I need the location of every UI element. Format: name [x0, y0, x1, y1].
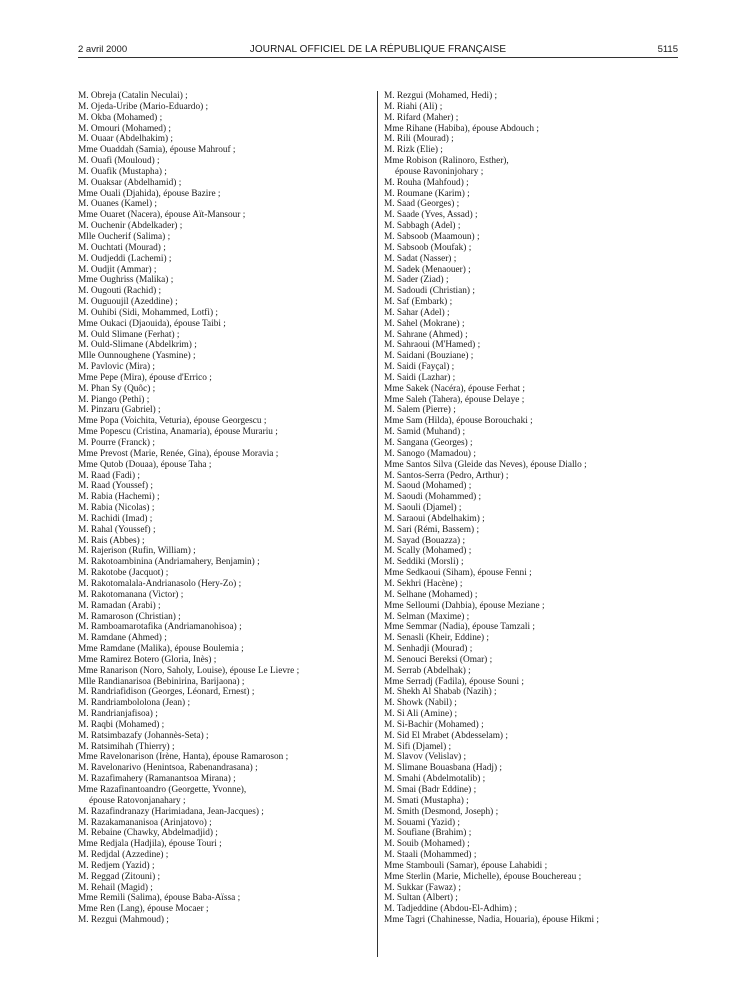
name-entry: M. Ouchtati (Mourad) ;: [78, 242, 166, 253]
name-entry: M. Seddiki (Morsli) ;: [384, 557, 464, 568]
name-entry: M. Rezgui (Mahmoud) ;: [78, 915, 169, 926]
name-entry: M. Razafindranazy (Harimiadana, Jean-Jacques) ;: [78, 806, 264, 817]
name-entry: M. Rakotomalala-Andrianasolo (Hery-Zo) ;: [78, 578, 242, 589]
name-entry: Mme Oukaci (Djaouida), épouse Taibi ;: [78, 318, 226, 329]
name-entry: M. Selhane (Mohamed) ;: [384, 589, 478, 600]
name-entry: Mme Ramirez Botero (Gloria, Inès) ;: [78, 654, 217, 665]
name-entry: M. Rakotobe (Jacquot) ;: [78, 568, 169, 579]
name-entry: M. Ramboamarotafika (Andriamanohisoa) ;: [78, 622, 242, 633]
name-entry: M. Ouaksar (Abdelhamid) ;: [78, 177, 182, 188]
name-entry: M. Santos-Serra (Pedro, Arthur) ;: [384, 470, 509, 481]
name-entry: Mme Santos Silva (Gleide das Neves), épouse Diallo ;: [384, 459, 587, 470]
name-entry: M. Roumane (Karim) ;: [384, 188, 470, 199]
name-entry: M. Sultan (Albert) ;: [384, 893, 458, 904]
name-entry: M. Tadjeddine (Abdou-El-Adhim) ;: [384, 904, 517, 915]
name-entry: M. Ougouti (Rachid) ;: [78, 286, 162, 297]
name-entry: M. Obreja (Catalin Neculai) ;: [78, 91, 188, 101]
name-entry: Mme Remili (Salima), épouse Baba-Aïssa ;: [78, 893, 241, 904]
name-entry: M. Raad (Fadi) ;: [78, 470, 140, 481]
name-entry: M. Sayad (Bouazza) ;: [384, 535, 466, 546]
name-entry: M. Sukkar (Fawaz) ;: [384, 882, 461, 893]
name-entry: Mme Saleh (Tahera), épouse Delaye ;: [384, 394, 525, 405]
name-entry: M. Ouaar (Abdelhakim) ;: [78, 134, 174, 145]
name-entry: Mme Popescu (Cristina, Anamaria), épouse Murariu ;: [78, 427, 278, 438]
name-entry: M. Randriafidison (Georges, Léonard, Ernest) ;: [78, 687, 255, 698]
journal-title: JOURNAL OFFICIEL DE LA RÉPUBLIQUE FRANÇAISE: [249, 44, 507, 55]
name-entry: M. Riahi (Ali) ;: [384, 101, 443, 112]
name-entry: M. Sadat (Nasser) ;: [384, 253, 457, 264]
name-entry: M. Saf (Embark) ;: [384, 297, 453, 308]
name-entry: Mme Selloumi (Dahbia), épouse Meziane ;: [384, 600, 545, 611]
name-entry: M. Sahel (Mokrane) ;: [384, 318, 465, 329]
name-entry: épouse Ratovonjanahary ;: [89, 795, 186, 806]
name-entry: M. Smai (Badr Eddine) ;: [384, 785, 477, 795]
name-entry: Mlle Oucherif (Salima) ;: [78, 231, 171, 242]
name-entry: M. Selman (Maxime) ;: [384, 611, 470, 622]
name-entry: M. Oudjit (Ammar) ;: [78, 264, 157, 275]
name-entry: M. Ould-Slimane (Abdelkrim) ;: [78, 340, 197, 351]
name-entry: M. Sadoudi (Christian) ;: [384, 286, 475, 297]
name-entry: M. Rebaine (Chawky, Abdelmadjid) ;: [78, 828, 218, 839]
name-entry: épouse Ravoninjohary ;: [395, 166, 484, 177]
name-entry: Mme Sakek (Nacéra), épouse Ferhat ;: [384, 383, 525, 394]
name-entry: M. Souami (Yazid) ;: [384, 817, 461, 828]
name-entry: M. Ramadan (Arabi) ;: [78, 600, 161, 611]
name-entry: M. Sahraoui (M'Hamed) ;: [384, 340, 481, 351]
name-entry: M. Ouhibi (Sidi, Mohammed, Lotfi) ;: [78, 307, 218, 318]
name-entry: M. Ouanes (Kamel) ;: [78, 199, 158, 210]
name-entry: Mlle Randianarisoa (Bebinirina, Barijaona) ;: [78, 676, 245, 687]
name-entry: M. Sahrane (Ahmed) ;: [384, 329, 468, 340]
name-entry: M. Smahi (Abdelmotalib) ;: [384, 774, 486, 785]
name-entry: M. Rakotomanana (Victor) ;: [78, 589, 184, 600]
name-entry: Mme Prevost (Marie, Renée, Gina), épouse Moravia ;: [78, 448, 279, 459]
name-entry: M. Sabsoob (Maamoun) ;: [384, 231, 480, 242]
right-column: [384, 91, 684, 926]
name-entry: Mme Sam (Hilda), épouse Borouchaki ;: [384, 416, 533, 427]
name-entry: M. Sabsoob (Moufak) ;: [384, 242, 472, 253]
name-entry: M. Ojeda-Uribe (Mario-Eduardo) ;: [78, 101, 209, 112]
name-entry: M. Rais (Abbes) ;: [78, 535, 145, 546]
name-entry: M. Rahal (Youssef) ;: [78, 524, 156, 535]
name-entry: Mme Ramdane (Malika), épouse Boulemia ;: [78, 644, 244, 655]
name-entry: M. Saade (Yves, Assad) ;: [384, 210, 478, 221]
name-entry: M. Raqbi (Mohamed) ;: [78, 719, 165, 730]
name-entry: M. Rabia (Hachemi) ;: [78, 492, 160, 503]
name-entry: M. Rouha (Mahfoud) ;: [384, 177, 469, 188]
name-entry: Mme Sedkaoui (Siham), épouse Fenni ;: [384, 568, 532, 579]
name-entry: M. Pourre (Franck) ;: [78, 438, 155, 448]
name-entry: M. Sahar (Adel) ;: [384, 307, 450, 318]
name-entry: M. Redjdal (Azzedine) ;: [78, 850, 169, 861]
name-entry: Mme Ravelonarison (Irène, Hanta), épouse Ramaroson ;: [78, 752, 289, 763]
name-entry: M. Ouafik (Mustapha) ;: [78, 166, 167, 177]
name-entry: Mme Ouaddah (Samia), épouse Mahrouf ;: [78, 145, 236, 156]
name-entry: M. Oudjeddi (Lachemi) ;: [78, 253, 172, 264]
name-entry: M. Sader (Ziad) ;: [384, 275, 449, 286]
name-entry: M. Saidi (Lazhar) ;: [384, 372, 456, 383]
name-entry: Mme Ouaret (Nacera), épouse Aït-Mansour ;: [78, 210, 246, 221]
left-column: [78, 91, 368, 926]
name-entry: M. Ramdane (Ahmed) ;: [78, 633, 167, 644]
name-entry: Mme Razafinantoandro (Georgette, Yvonne),: [78, 785, 247, 795]
name-entry: M. Senasli (Kheir, Eddine) ;: [384, 633, 489, 644]
name-entry: Mme Ren (Lang), épouse Mocaer ;: [78, 904, 209, 915]
name-entry: Mlle Ounnoughene (Yasmine) ;: [78, 351, 196, 362]
name-entry: M. Si Ali (Amine) ;: [384, 709, 458, 720]
name-entry: M. Rili (Mourad) ;: [384, 134, 454, 145]
name-entry: M. Ravelonarivo (Henintsoa, Rabenandrasana) ;: [78, 763, 258, 774]
name-entry: M. Saidi (Fayçal) ;: [384, 362, 455, 373]
name-entry: Mme Serradj (Fadila), épouse Souni ;: [384, 676, 524, 687]
name-entry: M. Omouri (Mohamed) ;: [78, 123, 171, 134]
name-entry: M. Serrab (Abdelhak) ;: [384, 665, 471, 676]
name-entry: Mme Oughriss (Malika) ;: [78, 275, 174, 286]
name-entry: M. Saraoui (Abdelhakim) ;: [384, 513, 485, 524]
name-entry: M. Ratsimbazafy (Johannès-Seta) ;: [78, 730, 209, 741]
name-entry: M. Saad (Georges) ;: [384, 199, 460, 210]
name-entry: M. Ramaroson (Christian) ;: [78, 611, 181, 622]
name-entry: M. Razakamananisoa (Arinjatovo) ;: [78, 817, 212, 828]
name-entry: M. Sangana (Georges) ;: [384, 438, 473, 448]
name-entry: M. Rehail (Magid) ;: [78, 882, 153, 893]
name-entry: M. Redjem (Yazid) ;: [78, 860, 155, 871]
name-entry: Mme Sterlin (Marie, Michelle), épouse Bouchereau ;: [384, 871, 582, 882]
name-entry: M. Samid (Muhand) ;: [384, 427, 466, 438]
name-entry: M. Rajerison (Rufin, William) ;: [78, 546, 196, 557]
name-entry: Mme Qutob (Douaa), épouse Taha ;: [78, 459, 212, 470]
name-entry: M. Phan Sy (Quôc) ;: [78, 383, 156, 394]
name-entry: M. Razafimahery (Ramanantsoa Mirana) ;: [78, 774, 236, 785]
name-entry: M. Ouguoujil (Azeddine) ;: [78, 297, 178, 308]
name-entry: M. Slavov (Velislav) ;: [384, 752, 467, 763]
name-entry: Mme Rihane (Habiba), épouse Abdouch ;: [384, 123, 539, 134]
name-entry: M. Si-Bachir (Mohamed) ;: [384, 719, 484, 730]
name-entry: M. Saoudi (Mohammed) ;: [384, 492, 482, 503]
name-entry: M. Sadek (Menaouer) ;: [384, 264, 471, 275]
name-entry: M. Salem (Pierre) ;: [384, 405, 456, 416]
name-entry: Mme Stambouli (Samar), épouse Lahabidi ;: [384, 860, 548, 871]
name-entry: Mme Pepe (Mira), épouse d'Errico ;: [78, 372, 212, 383]
name-entry: M. Rifard (Maher) ;: [384, 112, 459, 123]
name-entry: Mme Tagri (Chahinesse, Nadia, Houaria), épouse Hikmi ;: [384, 915, 600, 926]
name-entry: M. Senouci Bereksi (Omar) ;: [384, 654, 493, 665]
name-entry: M. Rabia (Nicolas) ;: [78, 503, 155, 514]
name-entry: M. Saidani (Bouziane) ;: [384, 351, 474, 362]
name-entry: M. Ratsimihah (Thierry) ;: [78, 741, 175, 752]
name-entry: M. Ould Slimane (Ferhat) ;: [78, 329, 180, 340]
name-entry: M. Saoud (Mohamed) ;: [384, 481, 472, 492]
name-entry: Mme Ouali (Djahida), épouse Bazire ;: [78, 188, 221, 199]
issue-date: 2 avril 2000: [78, 44, 128, 55]
name-entry: M. Rezgui (Mohamed, Hedi) ;: [384, 91, 498, 101]
name-entry: M. Randrianjafisoa) ;: [78, 709, 158, 720]
name-entry: M. Showk (Nabil) ;: [384, 698, 457, 709]
name-entry: M. Sanogo (Mamadou) ;: [384, 448, 476, 459]
name-entry: M. Okba (Mohamed) ;: [78, 112, 163, 123]
name-entry: M. Slimane Bouasbana (Hadj) ;: [384, 763, 502, 774]
name-entry: M. Raad (Youssef) ;: [78, 481, 153, 492]
name-entry: M. Soufiane (Brahim) ;: [384, 828, 472, 839]
name-entry: M. Souib (Mohamed) ;: [384, 839, 470, 850]
name-entry: M. Staali (Mohammed) ;: [384, 850, 477, 861]
name-entry: M. Ouafi (Mouloud) ;: [78, 156, 160, 167]
page-number: 5115: [657, 44, 678, 55]
name-entry: M. Rizk (Elie) ;: [384, 145, 443, 156]
column-divider: [377, 91, 378, 957]
name-entry: M. Senhadji (Mourad) ;: [384, 644, 473, 655]
name-entry: Mme Robison (Ralinoro, Esther),: [384, 156, 509, 167]
name-entry: Mme Popa (Voichita, Veturia), épouse Georgescu ;: [78, 416, 267, 427]
name-entry: M. Smati (Mustapha) ;: [384, 795, 469, 806]
name-entry: M. Randriambololona (Jean) ;: [78, 698, 191, 709]
name-entry: Mme Semmar (Nadia), épouse Tamzali ;: [384, 622, 535, 633]
name-entry: M. Rachidi (Imad) ;: [78, 513, 153, 524]
name-entry: M. Sabbagh (Adel) ;: [384, 221, 461, 232]
name-entry: Mme Redjala (Hadjila), épouse Touri ;: [78, 839, 222, 850]
name-entry: M. Scally (Mohamed) ;: [384, 546, 472, 557]
name-entry: M. Sifi (Djamel) ;: [384, 741, 452, 752]
header-rule: [78, 57, 678, 58]
name-entry: M. Sekhri (Hacène) ;: [384, 578, 463, 589]
name-entry: M. Rakotoambinina (Andriamahery, Benjamin) ;: [78, 557, 260, 568]
name-entry: M. Piango (Pethi) ;: [78, 394, 150, 405]
name-entry: Mme Ranarison (Noro, Saholy, Louise), épouse Le Lievre ;: [78, 665, 300, 676]
name-entry: M. Pavlovic (Mira) ;: [78, 362, 155, 373]
name-entry: M. Reggad (Zitouni) ;: [78, 871, 161, 882]
name-entry: M. Sari (Rémi, Bassem) ;: [384, 524, 480, 535]
name-entry: M. Saouli (Djamel) ;: [384, 503, 462, 514]
name-entry: M. Shekh Al Shabab (Nazih) ;: [384, 687, 497, 698]
name-entry: M. Sid El Mrabet (Abdesselam) ;: [384, 730, 508, 741]
name-entry: M. Ouchenir (Abdelkader) ;: [78, 221, 183, 232]
name-entry: M. Smith (Desmond, Joseph) ;: [384, 806, 499, 817]
name-entry: M. Pinzaru (Gabriel) ;: [78, 405, 161, 416]
